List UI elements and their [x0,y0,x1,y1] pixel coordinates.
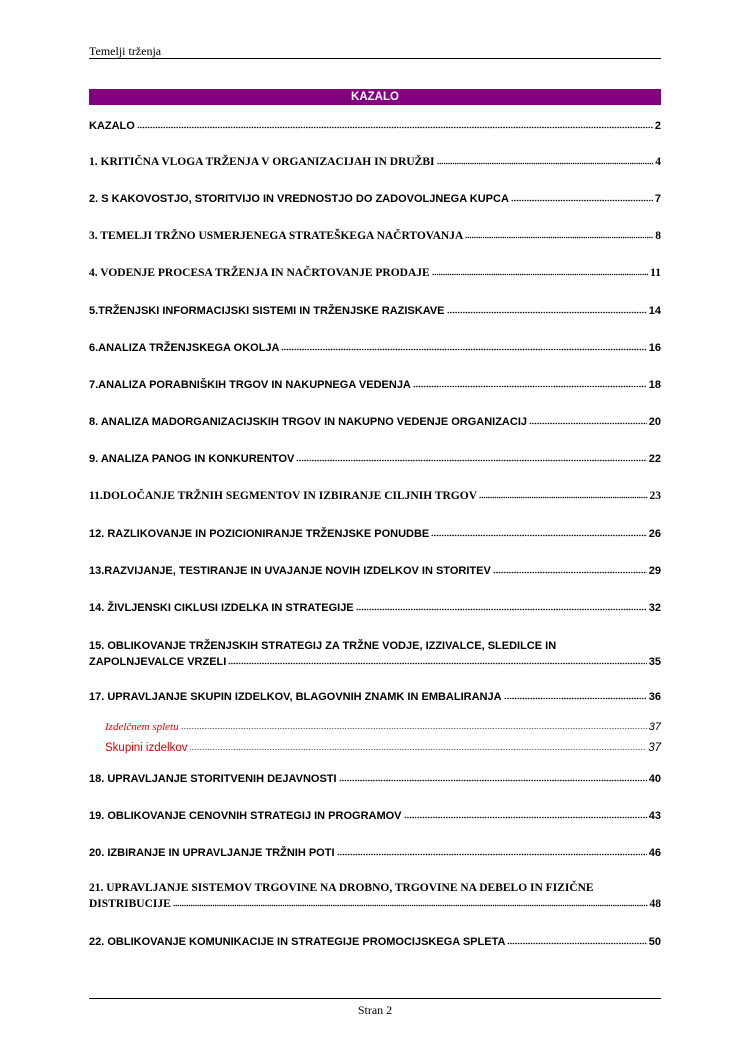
page-number: Stran 2 [357,1003,393,1017]
toc-entry-page: 50 [648,936,661,948]
toc-entry[interactable] [89,691,661,703]
dot-leader [228,662,646,665]
toc-entry-page: 40 [648,773,661,785]
toc-entry[interactable] [89,640,661,668]
toc-entry-title: 7.ANALIZA PORABNIŠKIH TRGOV IN NAKUPNEGA VEDENJA [89,379,411,391]
toc-entry-title: 20. IZBIRANJE IN UPRAVLJANJE TRŽNIH POTI [89,847,335,859]
toc-subentry[interactable] [105,721,661,733]
dot-leader [339,779,647,782]
toc-entry-title: 15. OBLIKOVANJE TRŽENJSKIH STRATEGIJ ZA TRŽNE VODJE, IZZIVALCE, SLEDILCE IN [89,640,557,652]
toc-entry-title: 6.ANALIZA TRŽENJSKEGA OKOLJA [89,342,280,354]
dot-leader [189,748,646,751]
toc-entry-title-cont: ZAPOLNJEVALCE VRZELI [89,656,227,668]
header-rule [89,58,661,59]
toc-entry-page: 11 [650,267,661,279]
toc-banner: KAZALO [89,89,661,105]
toc-entry-page: 48 [649,898,661,910]
dot-leader [296,459,646,462]
dot-leader [173,904,648,907]
dot-leader [181,727,647,730]
toc-entry[interactable] [89,120,661,132]
toc-entry-page: 43 [648,810,661,822]
toc-entry-page: 32 [648,602,661,614]
toc-entry-page: 8 [655,230,661,242]
toc-entry[interactable] [89,565,661,577]
toc-entry[interactable] [89,453,661,465]
dot-leader [511,199,653,202]
toc-entry-title-cont: DISTRIBUCIJE [89,898,171,910]
toc-entry-title: 13.RAZVIJANJE, TESTIRANJE IN UVAJANJE NOVIH IZDELKOV IN STORITEV [89,565,491,577]
running-header: Temelji trženja [89,44,162,58]
toc-entry[interactable] [89,230,661,242]
toc-entry[interactable] [89,490,661,502]
dot-leader [504,697,647,700]
toc-entry-title: 19. OBLIKOVANJE CENOVNIH STRATEGIJ IN PROGRAMOV [89,810,402,822]
dot-leader [137,126,653,129]
dot-leader [447,311,647,314]
toc-entry[interactable] [89,602,661,614]
dot-leader [356,608,647,611]
dot-leader [529,422,647,425]
toc-entry-page: 29 [648,565,661,577]
toc-entry[interactable] [89,847,661,859]
toc-entry-page: 16 [648,342,661,354]
toc-entry[interactable] [89,773,661,785]
toc-entry-page: 2 [654,120,661,132]
toc-entry-title: 4. VODENJE PROCESA TRŽENJA IN NAČRTOVANJE PRODAJE [89,267,430,279]
dot-leader [437,162,654,165]
toc-entry-title: 2. S KAKOVOSTJO, STORITVIJO IN VREDNOSTJO DO ZADOVOLJNEGA KUPCA [89,193,509,205]
toc-entry[interactable] [89,416,661,428]
toc-entry[interactable] [89,193,661,205]
dot-leader [493,571,647,574]
toc-entry[interactable] [89,342,661,354]
dot-leader [404,816,647,819]
toc-entry[interactable] [89,936,661,948]
toc-entry-page: 26 [648,528,661,540]
toc-subentry[interactable] [105,742,661,754]
toc-entry-page: 20 [648,416,661,428]
toc-entry-page: 18 [648,379,661,391]
dot-leader [507,942,646,945]
dot-leader [479,496,648,499]
toc-entry-page: 14 [648,305,661,317]
toc-entry-title: 22. OBLIKOVANJE KOMUNIKACIJE IN STRATEGIJE PROMOCIJSKEGA SPLETA [89,936,506,948]
toc-entry-page: 22 [648,453,661,465]
toc-entry-title: 5.TRŽENJSKI INFORMACIJSKI SISTEMI IN TRŽENJSKE RAZISKAVE [89,305,445,317]
toc-entry[interactable] [89,528,661,540]
toc-entry-title: 12. RAZLIKOVANJE IN POZICIONIRANJE TRŽENJSKE PONUDBE [89,528,430,540]
toc-entry-title: 1. KRITIČNA VLOGA TRŽENJA V ORGANIZACIJAH IN DRUŽBI [89,156,435,168]
toc-entry-title: KAZALO [89,120,135,132]
toc-entry[interactable] [89,882,661,910]
toc-subentry-title: Skupini izdelkov [105,742,188,754]
toc-entry-title: 17. UPRAVLJANJE SKUPIN IZDELKOV, BLAGOVNIH ZNAMK IN EMBALIRANJA [89,691,502,703]
toc-entry-title: 21. UPRAVLJANJE SISTEMOV TRGOVINE NA DROBNO, TRGOVINE NA DEBELO IN FIZIČNE [89,882,594,894]
toc-entry[interactable] [89,156,661,168]
toc-entry-title: 3. TEMELJI TRŽNO USMERJENEGA STRATEŠKEGA NAČRTOVANJA [89,230,464,242]
toc-subentry-title: Izdelčnem spletu [105,721,179,733]
toc-entry-title: 9. ANALIZA PANOG IN KONKURENTOV [89,453,295,465]
dot-leader [337,853,647,856]
toc-entry-page: 35 [648,656,661,668]
toc-subentry-page: 37 [648,742,661,754]
toc-entry[interactable] [89,267,661,279]
toc-entry-page: 46 [648,847,661,859]
dot-leader [465,236,653,239]
dot-leader [413,385,647,388]
toc-entry-page: 36 [648,691,661,703]
toc-entry[interactable] [89,379,661,391]
toc-subentry-page: 37 [648,721,661,733]
toc-entry-title: 8. ANALIZA MADORGANIZACIJSKIH TRGOV IN NAKUPNO VEDENJE ORGANIZACIJ [89,416,527,428]
toc-entry-page: 23 [649,490,661,502]
dot-leader [431,534,647,537]
toc-entry[interactable] [89,305,661,317]
toc-entry-title: 18. UPRAVLJANJE STORITVENIH DEJAVNOSTI [89,773,337,785]
toc-entry-page: 7 [654,193,661,205]
toc-entry[interactable] [89,810,661,822]
toc-entry-title: 14. ŽIVLJENSKI CIKLUSI IZDELKA IN STRATEGIJE [89,602,354,614]
toc-entry-title: 11.DOLOČANJE TRŽNIH SEGMENTOV IN IZBIRANJE CILJNIH TRGOV [89,490,477,502]
dot-leader [281,348,646,351]
footer-rule [89,998,661,999]
dot-leader [432,273,648,276]
toc-entry-page: 4 [655,156,661,168]
